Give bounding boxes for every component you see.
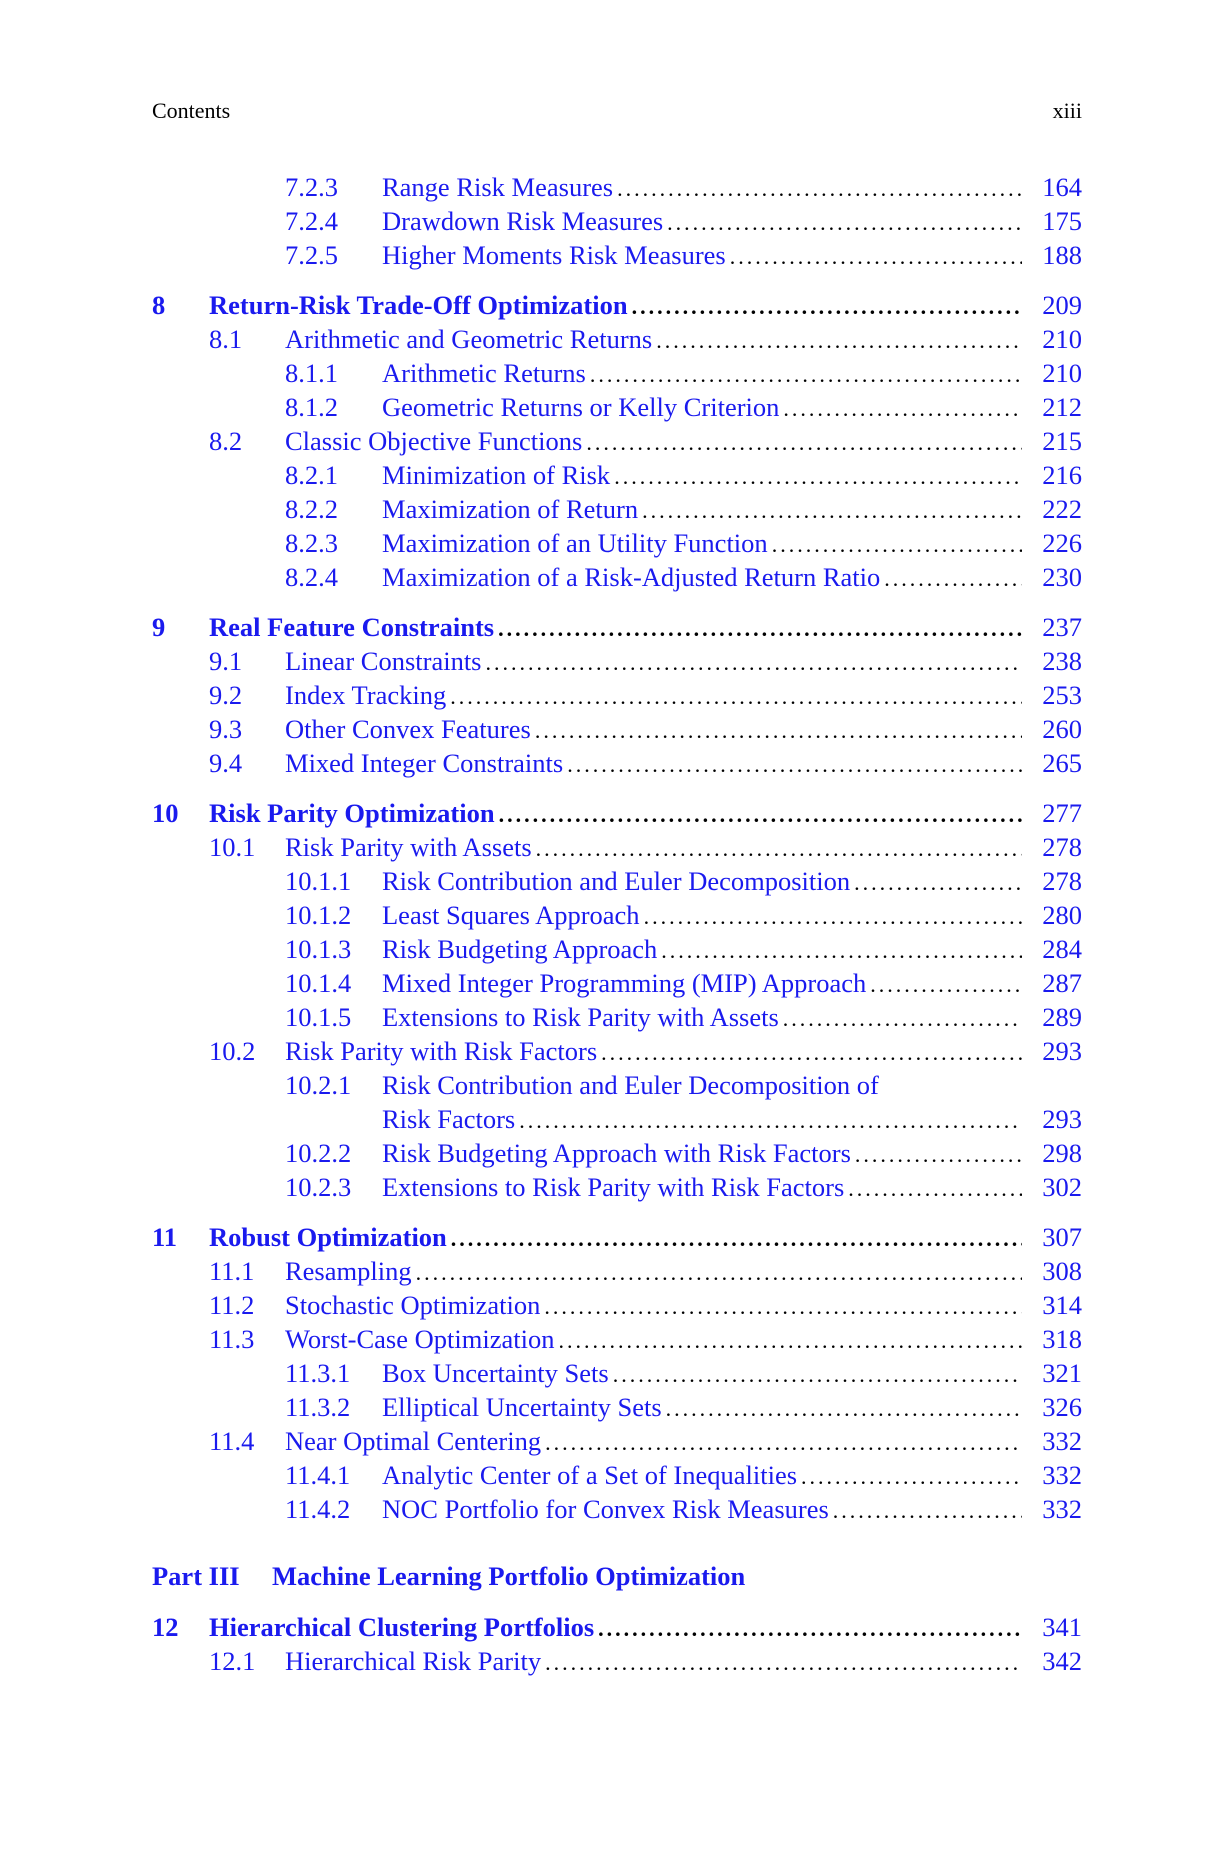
toc-page-number[interactable]: 278 [1042,832,1082,862]
page-header [152,98,1082,128]
toc-entry-number: 8.2.1 [285,460,338,490]
toc-page-number[interactable]: 253 [1042,680,1082,710]
toc-entry[interactable] [152,1254,1082,1288]
toc-entry-number: 7.2.4 [285,206,338,236]
toc-entry[interactable] [152,1356,1082,1390]
toc-entry-number: 8.1 [209,324,243,354]
toc-entry[interactable] [152,492,1082,526]
toc-entry[interactable] [152,526,1082,560]
toc-entry-title-wrap [382,932,1022,968]
toc-page-number[interactable]: 216 [1042,460,1082,490]
toc-entry-title[interactable]: Index Tracking [285,680,447,710]
toc-entry-title[interactable]: Near Optimal Centering [285,1426,542,1456]
toc-entry-title-wrap [382,238,1022,274]
toc-page-number[interactable]: 284 [1042,934,1082,964]
toc-entry-number: 10.1.1 [285,866,352,896]
dot-leader [598,1612,1022,1646]
dot-leader [783,1002,1022,1036]
toc-entry[interactable] [152,1424,1082,1458]
toc-entry-title[interactable]: Mixed Integer Programming (MIP) Approach [382,968,867,998]
toc-entry[interactable] [152,560,1082,594]
toc-entry[interactable] [152,1458,1082,1492]
toc-entry-title[interactable]: Machine Learning Portfolio Optimization [272,1561,746,1591]
dot-leader [656,324,1022,358]
toc-entry-title[interactable]: Hierarchical Risk Parity [285,1646,542,1676]
toc-page-number[interactable]: 238 [1042,646,1082,676]
toc-entry-title[interactable]: Mixed Integer Constraints [285,748,564,778]
toc-page-number[interactable]: 318 [1042,1324,1082,1354]
toc-entry-number: 7.2.5 [285,240,338,270]
dot-leader [617,172,1022,206]
toc-entry[interactable] [152,830,1082,864]
toc-entry-title-wrap [382,356,1022,392]
toc-entry-number: 10.1.2 [285,900,352,930]
toc-entry-title-wrap [285,1644,1022,1680]
toc-entry-number: 9.1 [209,646,243,676]
dot-leader [661,934,1022,968]
toc-entry-number: 12.1 [209,1646,256,1676]
toc-entry-title[interactable]: Classic Objective Functions [285,426,583,456]
toc-entry-title-wrap [285,678,1022,714]
toc-entry-number: 11.3.2 [285,1392,351,1422]
toc-entry-number: 11.3 [209,1324,255,1354]
toc-entry-title[interactable]: Arithmetic Returns [382,358,586,388]
toc-entry[interactable] [152,170,1082,204]
toc-entry-title[interactable]: Resampling [285,1256,412,1286]
dot-leader [614,460,1022,494]
toc-entry-title[interactable]: Elliptical Uncertainty Sets [382,1392,662,1422]
toc-entry-title[interactable]: Maximization of an Utility Function [382,528,768,558]
toc-entry[interactable] [152,898,1082,932]
toc-chapter-entry[interactable] [152,796,1082,830]
dot-leader [558,1324,1022,1358]
toc-chapter-entry[interactable] [152,610,1082,644]
toc-entry-number: 8 [152,290,166,320]
toc-entry[interactable] [152,458,1082,492]
toc-entry-number: 11.4.1 [285,1460,351,1490]
dot-leader [499,798,1022,832]
toc-entry-title-wrap [285,1034,1022,1070]
toc-entry-number: 8.2.2 [285,494,338,524]
toc-entry[interactable] [152,390,1082,424]
toc-page-number[interactable]: 342 [1042,1646,1082,1676]
page-number: xiii [1052,98,1082,123]
toc-page-number[interactable]: 308 [1042,1256,1082,1286]
toc-page-number[interactable]: 215 [1042,426,1082,456]
toc-entry-title-wrap [285,830,1022,866]
toc-entry[interactable] [152,1136,1082,1170]
toc-page-number[interactable]: 209 [1042,290,1082,320]
toc-page-number[interactable]: 210 [1042,324,1082,354]
toc-entry-title-wrap [209,1220,1022,1256]
toc-entry-title-wrap [382,864,1022,900]
toc-entry[interactable] [152,1322,1082,1356]
toc-entry-title-wrap [382,1000,1022,1036]
toc-page-number[interactable]: 175 [1042,206,1082,236]
dot-leader [567,748,1022,782]
toc-entry-title-wrap [285,424,1022,460]
dot-leader [544,1290,1022,1324]
toc-page-number[interactable]: 293 [1042,1104,1082,1134]
toc-entry-title-wrap [209,610,1022,646]
toc-entry-title[interactable]: Minimization of Risk [382,460,611,490]
toc-entry-title-wrap [382,1102,1022,1138]
dot-leader [613,1358,1022,1392]
toc-entry-title-wrap [209,288,1022,324]
dot-leader [772,528,1022,562]
toc-entry-number: Part III [152,1561,240,1591]
toc-entry-title[interactable]: Other Convex Features [285,714,531,744]
toc-entry-number: 10.1.4 [285,968,352,998]
dot-leader [870,968,1022,1002]
toc-entry-number: 12 [152,1612,179,1642]
toc-entry-title[interactable]: Return-Risk Trade-Off Optimization [209,290,628,320]
toc-entry-title[interactable]: Stochastic Optimization [285,1290,541,1320]
toc-entry-number: 9.4 [209,748,243,778]
toc-entry-title[interactable]: Extensions to Risk Parity with Risk Factors [382,1172,845,1202]
toc-entry-title[interactable]: Risk Budgeting Approach [382,934,658,964]
toc-entry-title-wrap [285,1254,1022,1290]
toc-entry-title-wrap [382,966,1022,1002]
toc-page-number[interactable]: 188 [1042,240,1082,270]
toc-entry-title[interactable]: Higher Moments Risk Measures [382,240,726,270]
dot-leader [545,1646,1022,1680]
dot-leader [642,494,1022,528]
toc-entry-title-wrap [382,1356,1022,1392]
toc-page-number[interactable]: 265 [1042,748,1082,778]
toc-page-number[interactable]: 293 [1042,1036,1082,1066]
toc-entry[interactable] [152,678,1082,712]
dot-leader [855,1138,1022,1172]
toc-entry-number: 8.2.4 [285,562,338,592]
toc-entry-title-wrap [272,1559,1022,1593]
toc-entry-title[interactable]: Real Feature Constraints [209,612,495,642]
toc-entry-title[interactable]: Risk Parity with Assets [285,832,532,862]
dot-leader [535,714,1022,748]
toc-entry-number: 9 [152,612,166,642]
toc-entry-title[interactable]: Range Risk Measures [382,172,614,202]
toc-entry-title-wrap [285,712,1022,748]
toc-entry-title-wrap [285,746,1022,782]
dot-leader [730,240,1022,274]
toc-page-number[interactable]: 237 [1042,612,1082,642]
toc-entry-title-wrap [382,1068,1022,1102]
toc-entry-title-wrap [285,1322,1022,1358]
toc-entry-title-wrap [382,1136,1022,1172]
dot-leader [451,1222,1022,1256]
toc-entry-number: 8.2 [209,426,243,456]
dot-leader [854,866,1022,900]
dot-leader [783,392,1022,426]
dot-leader [601,1036,1022,1070]
toc-entry-number: 10.1.5 [285,1002,352,1032]
toc-entry-number: 11.1 [209,1256,255,1286]
toc-entry-number: 11 [152,1222,178,1252]
toc-page-number[interactable]: 222 [1042,494,1082,524]
toc-entry-title[interactable]: Risk Parity Optimization [209,798,495,828]
toc-page-number[interactable]: 332 [1042,1494,1082,1524]
toc-entry[interactable] [152,1288,1082,1322]
dot-leader [632,290,1022,324]
dot-leader [416,1256,1022,1290]
dot-leader [644,900,1022,934]
toc-entry-number: 9.3 [209,714,243,744]
toc-page-number[interactable]: 321 [1042,1358,1082,1388]
toc-page-number[interactable]: 287 [1042,968,1082,998]
toc-entry-title[interactable]: Maximization of a Risk-Adjusted Return Ratio [382,562,881,592]
dot-leader [498,612,1022,646]
dot-leader [486,646,1023,680]
toc-page-number[interactable]: 307 [1042,1222,1082,1252]
toc-entry-title-wrap [209,1610,1022,1646]
toc-entry-number: 11.4.2 [285,1494,351,1524]
toc-entry-number: 10.2.1 [285,1070,352,1100]
toc-entry-title[interactable]: Maximization of Return [382,494,639,524]
toc-entry-title[interactable]: Linear Constraints [285,646,482,676]
toc-entry-title[interactable]: Risk Contribution and Euler Decomposition of [382,1070,879,1100]
toc-entry-title-wrap [382,390,1022,426]
toc-entry-title-wrap [382,458,1022,494]
toc-page-number[interactable]: 332 [1042,1460,1082,1490]
toc-entry-number: 10 [152,798,179,828]
toc-entry-title-wrap [285,1424,1022,1460]
dot-leader [536,832,1022,866]
toc-entry-title-wrap [285,322,1022,358]
toc-entry-title[interactable]: Geometric Returns or Kelly Criterion [382,392,780,422]
toc-entry-number: 10.2.2 [285,1138,352,1168]
toc-chapter-entry[interactable] [152,1610,1082,1644]
dot-leader [450,680,1022,714]
toc-entry-title[interactable]: Box Uncertainty Sets [382,1358,609,1388]
toc-page-number[interactable]: 289 [1042,1002,1082,1032]
toc-entry[interactable] [152,712,1082,746]
toc-page-number[interactable]: 278 [1042,866,1082,896]
toc-entry-title-wrap [209,796,1022,832]
toc-page-number[interactable]: 210 [1042,358,1082,388]
toc-entry[interactable] [152,1034,1082,1068]
toc-entry-number: 10.2 [209,1036,256,1066]
dot-leader [667,206,1022,240]
toc-entry-number: 11.2 [209,1290,255,1320]
toc-entry-title-wrap [382,1458,1022,1494]
toc-entry-number: 8.1.2 [285,392,338,422]
toc-entry-title-wrap [382,1390,1022,1426]
toc-page-number[interactable]: 230 [1042,562,1082,592]
toc-entry-number: 7.2.3 [285,172,338,202]
toc-chapter-entry[interactable] [152,1220,1082,1254]
toc-entry[interactable] [152,932,1082,966]
toc-page-number[interactable]: 298 [1042,1138,1082,1168]
running-head-title: Contents [152,98,231,123]
toc-entry[interactable] [152,644,1082,678]
toc-entry-title-wrap [382,1170,1022,1206]
dot-leader [586,426,1022,460]
toc-entry-number: 11.4 [209,1426,255,1456]
toc-entry-title-wrap [382,204,1022,240]
dot-leader [848,1172,1022,1206]
toc-entry-title[interactable]: Drawdown Risk Measures [382,206,664,236]
toc-chapter-entry[interactable] [152,288,1082,322]
toc-entry[interactable] [152,1102,1082,1136]
toc-entry[interactable] [152,238,1082,272]
toc-page-number[interactable]: 314 [1042,1290,1082,1320]
toc-entry[interactable] [152,746,1082,780]
toc-entry[interactable] [152,1492,1082,1526]
toc-entry-title-wrap [382,170,1022,206]
toc-page-number[interactable]: 277 [1042,798,1082,828]
toc-entry-title[interactable]: NOC Portfolio for Convex Risk Measures [382,1494,829,1524]
toc-entry-title[interactable]: Risk Budgeting Approach with Risk Factors [382,1138,851,1168]
toc-entry-title-wrap [382,1492,1022,1528]
toc-entry[interactable] [152,204,1082,238]
toc-entry-title[interactable]: Risk Contribution and Euler Decomposition [382,866,851,896]
toc-page-number[interactable]: 332 [1042,1426,1082,1456]
toc-entry-title[interactable]: Worst-Case Optimization [285,1324,555,1354]
toc-entry-title[interactable]: Robust Optimization [209,1222,447,1252]
toc-page-number[interactable]: 280 [1042,900,1082,930]
toc-part-heading[interactable] [152,1559,1082,1593]
toc-page-number[interactable]: 341 [1042,1612,1082,1642]
toc-entry-number: 9.2 [209,680,243,710]
dot-leader [884,562,1022,596]
toc-entry-title[interactable]: Extensions to Risk Parity with Assets [382,1002,779,1032]
toc-entry-title[interactable]: Arithmetic and Geometric Returns [285,324,653,354]
dot-leader [801,1460,1022,1494]
toc-entry[interactable] [152,1390,1082,1424]
toc-entry-title-wrap [382,560,1022,596]
toc-entry-title-wrap [285,1288,1022,1324]
toc-entry[interactable] [152,966,1082,1000]
toc-entry-title[interactable]: Risk Factors [382,1104,516,1134]
toc-page-number[interactable]: 260 [1042,714,1082,744]
dot-leader [833,1494,1022,1528]
dot-leader [519,1104,1022,1138]
toc-entry-title-wrap [382,492,1022,528]
toc-entry[interactable] [152,1068,1082,1102]
toc-entry-title-wrap [382,526,1022,562]
toc-entry[interactable] [152,864,1082,898]
toc-page-number[interactable]: 164 [1042,172,1082,202]
toc-page-number[interactable]: 212 [1042,392,1082,422]
toc-entry-number: 11.3.1 [285,1358,351,1388]
toc-entry-title-wrap [285,644,1022,680]
toc-page-number[interactable]: 302 [1042,1172,1082,1202]
toc-entry-title-wrap [382,898,1022,934]
toc-entry-title[interactable]: Hierarchical Clustering Portfolios [209,1612,595,1642]
toc-page-number[interactable]: 226 [1042,528,1082,558]
toc-entry-title[interactable]: Analytic Center of a Set of Inequalities [382,1460,798,1490]
toc-entry[interactable] [152,356,1082,390]
toc-entry[interactable] [152,1000,1082,1034]
toc-entry-number: 10.1.3 [285,934,352,964]
toc-entry[interactable] [152,424,1082,458]
dot-leader [590,358,1022,392]
toc-entry-title[interactable]: Least Squares Approach [382,900,640,930]
toc-entry[interactable] [152,1644,1082,1678]
toc-entry-number: 10.1 [209,832,256,862]
toc-entry-number: 8.1.1 [285,358,338,388]
dot-leader [545,1426,1022,1460]
toc-entry-number: 8.2.3 [285,528,338,558]
toc-entry-number: 10.2.3 [285,1172,352,1202]
toc-page-number[interactable]: 326 [1042,1392,1082,1422]
toc-entry-title[interactable]: Risk Parity with Risk Factors [285,1036,598,1066]
dot-leader [666,1392,1022,1426]
toc-entry[interactable] [152,322,1082,356]
toc-entry[interactable] [152,1170,1082,1204]
